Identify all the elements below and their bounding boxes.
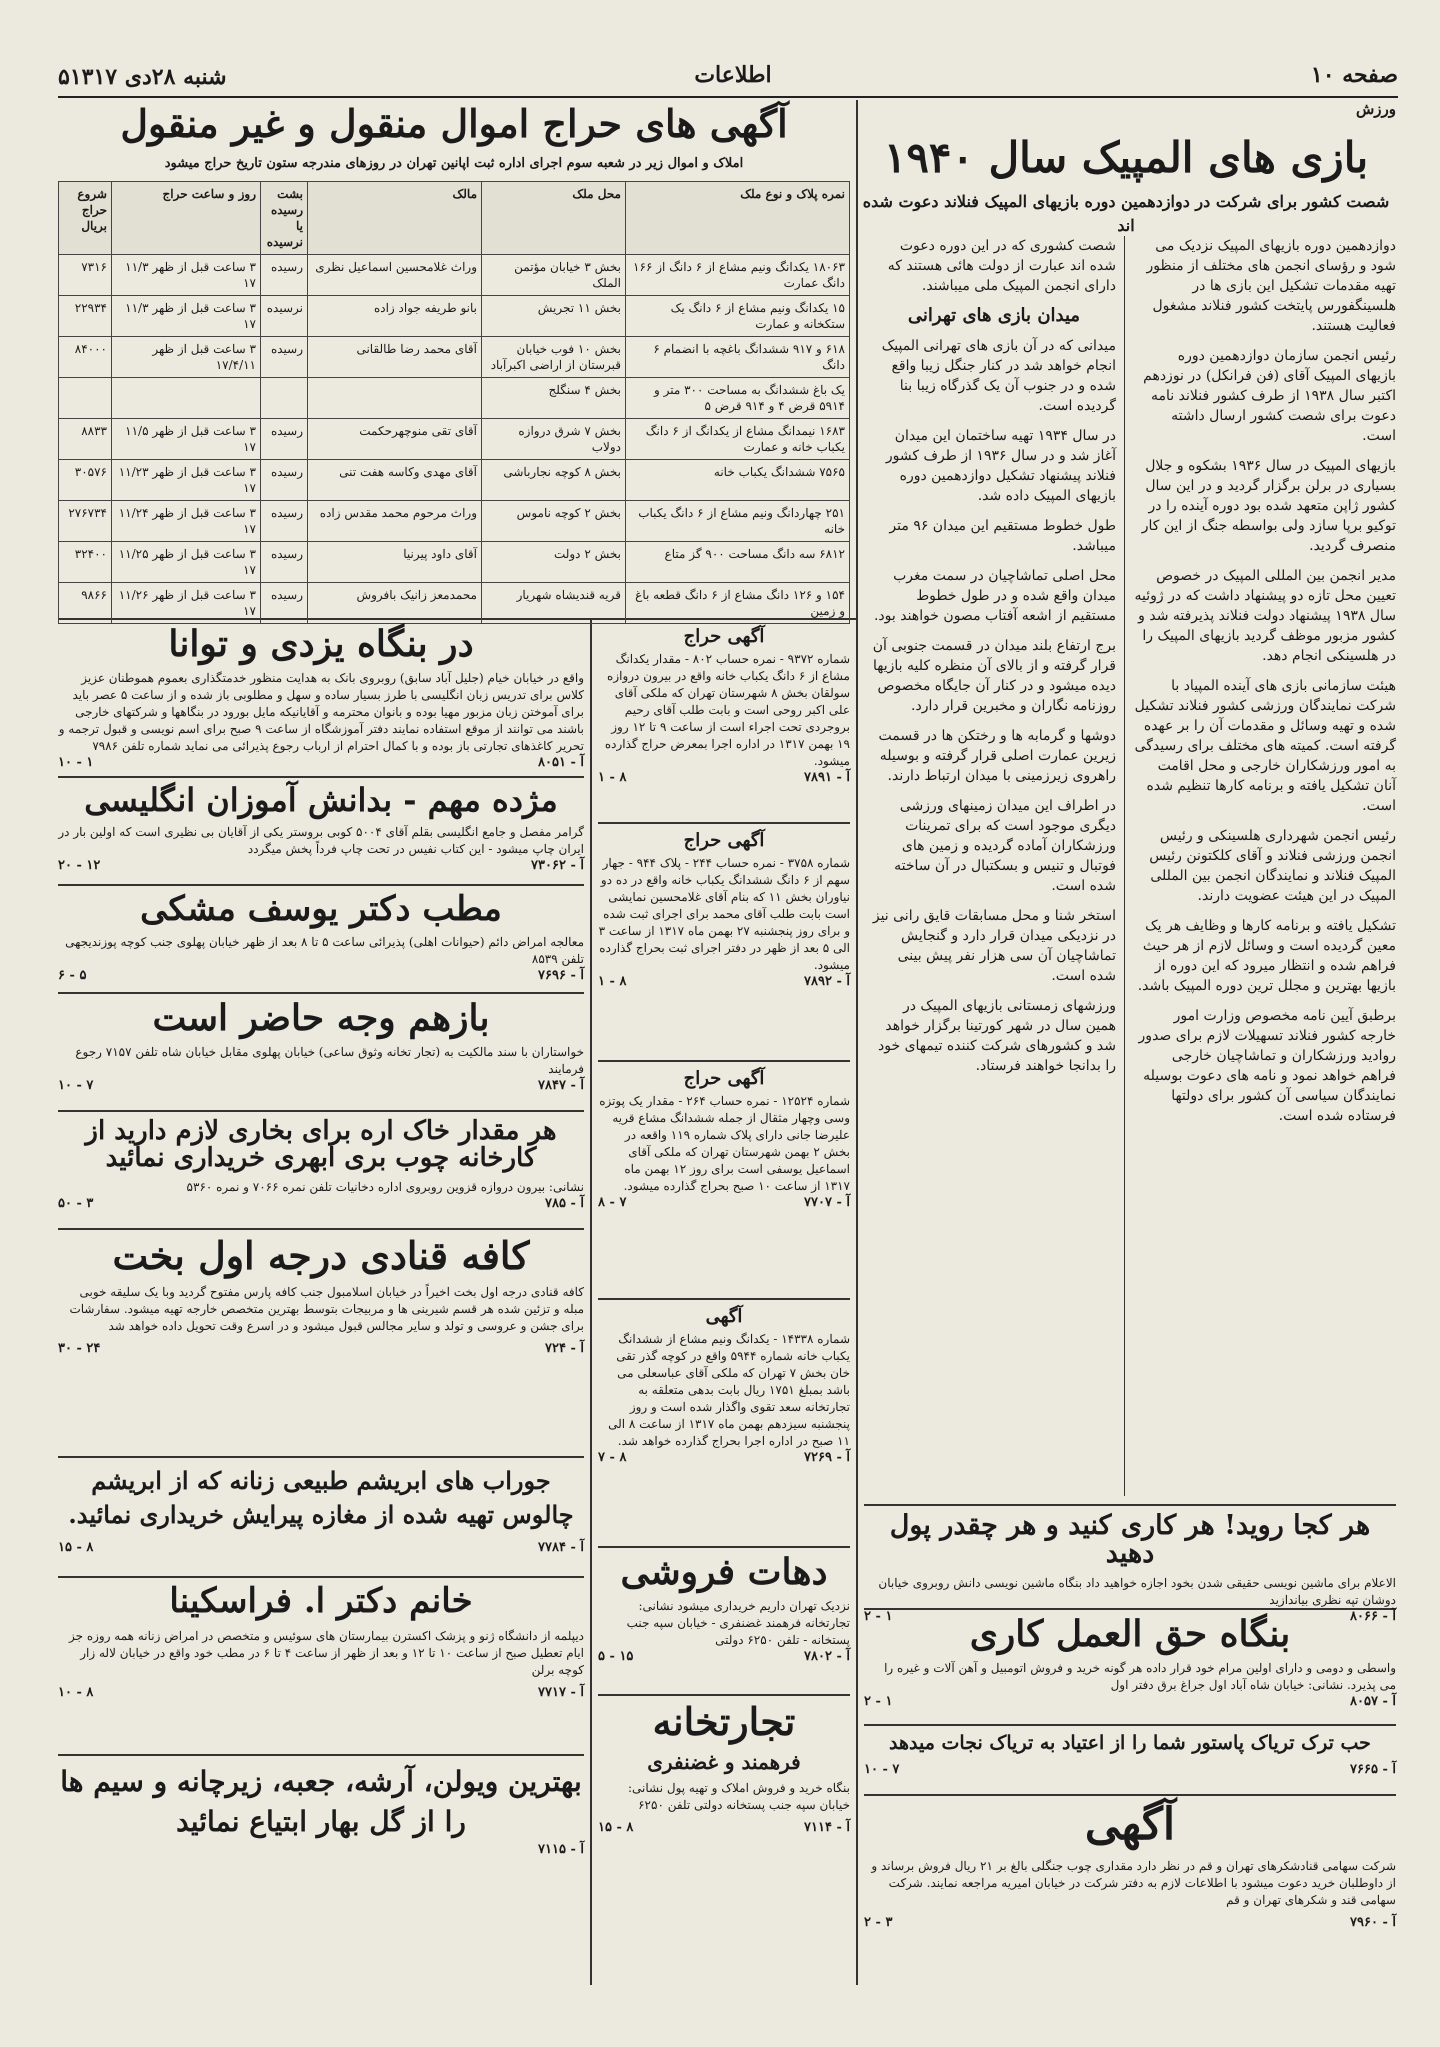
ad-code: آ - ۷۱۱۴ xyxy=(804,1819,850,1835)
column-rule xyxy=(856,100,858,1985)
ad-body: بنگاه خرید و فروش املاک و تهیه پول نشانی: خیابان سپه جنب پستخانه دولتی تلفن ۶۲۵۰ xyxy=(627,1780,850,1812)
table-cell: ۳ ساعت قبل از ظهر ۱۷/۴/۱۱ xyxy=(112,336,261,377)
ad-code: آ - ۷۹۶۰ xyxy=(1350,1915,1396,1931)
table-cell: ۲۷۶۷۳۴ xyxy=(59,500,112,541)
ad-body: کافه قنادی درجه اول بخت اخیراً در خیابان اسلامبول جنب کافه پارس مفتوح گردید وبا یک سلیقه خوبی مبله و تزئین شده هر قسم شیرینی ها و مربیجات بتوسط بهترین متخصص خارجه تهیه میشود. سفارشات برای جشن و عروسی و تولد و سایر مجالس قبول میشود و در اسرع وقت تحویل داده خواهد شد xyxy=(69,1284,584,1333)
ad-title: جوراب های ابریشم طبیعی زنانه که از ابریشم چالوس تهیه شده از مغازه پیرایش خریداری نمائید. xyxy=(68,1466,574,1529)
table-cell: نرسیده xyxy=(261,295,308,336)
ad-ref: ۸ - ۱۰ xyxy=(58,1684,94,1700)
ad-block xyxy=(58,623,584,778)
ad-body: خواستاران با سند مالکیت به (تجار تخانه وثوق ساعی) خیابان پهلوی مقابل خیابان شاه تلفن ۷۱۵۷ رجوع فرمایند xyxy=(75,1044,584,1076)
table-row xyxy=(59,377,850,418)
table-row xyxy=(59,254,850,295)
ad-title: بنگاه حق العمل کاری xyxy=(969,1613,1291,1655)
table-cell: ۹۸۶۶ xyxy=(59,582,112,623)
ad-code: آ - ۷۸۹۲ xyxy=(804,974,850,989)
table-cell: بخش ۸ کوچه نجارباشی xyxy=(482,459,626,500)
ad-body: نزدیک تهران داریم خریداری میشود نشانی: تجارتخانه فرهمند غضنفری - خیابان سپه جنب پستخانه - تلفن ۶۲۵۰ دولتی xyxy=(626,1598,850,1647)
ad-title: آگهی حراج xyxy=(683,1068,765,1089)
paragraph: دوازدهمین دوره بازیهای المپیک نزدیک می شود و رؤسای انجمن های مختلف از منظور تهیه مقدمات تشکیل این بازی ها در هلسینگفورس پایتخت کشور فنلاند مشغول فعالیت هستند. xyxy=(1146,238,1396,334)
table-cell: رسیده xyxy=(261,418,308,459)
ad-block xyxy=(58,1118,584,1230)
table-cell: ۳ ساعت قبل از ظهر ۱۱/۲۶ ۱۷ xyxy=(112,582,261,623)
ad-block xyxy=(58,781,584,886)
table-cell: ۳ ساعت قبل از ظهر ۱۱/۲۴ ۱۷ xyxy=(112,500,261,541)
table-cell: وراث مرحوم محمد مقدس زاده xyxy=(308,500,482,541)
ad-ref: ۷ - ۱۰ xyxy=(58,1077,94,1093)
ad-code: آ - ۷۸۵ xyxy=(544,1195,584,1211)
table-cell: رسیده xyxy=(261,254,308,295)
table-cell: بخش ۱۰ فوب خیابان قبرستان از اراضی اکبرآباد xyxy=(482,336,626,377)
table-cell: ۶۸۱۲ سه دانگ مساحت ۹۰۰ گز متاع xyxy=(626,541,850,582)
table-cell: وراث غلامحسین اسماعیل نظری xyxy=(308,254,482,295)
table-cell: بخش ۲ دولت xyxy=(482,541,626,582)
table-cell xyxy=(112,377,261,418)
ad-title: آگهی xyxy=(705,1306,743,1327)
ad-ref: ۱ - ۲ xyxy=(864,1608,893,1624)
table-cell: رسیده xyxy=(261,459,308,500)
ad-body: شرکت سهامی قنادشکرهای تهران و قم در نظر دارد مقداری چوب جنگلی بالغ بر ۲۱ ریال فروش برساند و از داوطلبان خرید دعوت میشود با اطلاعات لازم به دفتر شرکت در خیابان امیریه مراجعه نمایند. شرکت سهامی قند و شکرهای تهران و قم xyxy=(871,1859,1396,1908)
ad-ref: ۷ - ۱۰ xyxy=(864,1762,900,1777)
column-header: بشت رسیده یا نرسیده xyxy=(261,181,308,254)
ad-title: آگهی xyxy=(1084,1799,1176,1850)
ads-middle-column xyxy=(598,626,850,1922)
ad-title: هر کجا روید! هر کاری کنید و هر چقدر پول دهید xyxy=(889,1510,1371,1570)
table-row xyxy=(59,541,850,582)
table-cell: بخش ۳ خیابان مؤتمن الملک xyxy=(482,254,626,295)
table-cell: ۱۶۸۳ نیمدانگ مشاع از یکدانگ از ۶ دانگ یکباب خانه و عمارت xyxy=(626,418,850,459)
auction-title: آگهی های حراج اموال منقول و غیر منقول xyxy=(120,101,788,146)
table-cell: ۳ ساعت قبل از ظهر ۱۱/۳ ۱۷ xyxy=(112,295,261,336)
table-cell: قریه قندیشاه شهریار xyxy=(482,582,626,623)
masthead-date: ۵شنبه ۲۸دی ۱۳۱۷ xyxy=(58,64,227,90)
ad-title: کافه قنادی درجه اول بخت xyxy=(112,1233,530,1278)
ad-code: آ - ۷۷۰۷ xyxy=(804,1195,850,1210)
paragraph: برج ارتفاع بلند میدان در قسمت جنوبی آن قرار گرفته و از بالای آن منظره کلیه بازیها دیده میشود و در کنار آن جایگاه مخصوص روزنامه نگاران و مخبرین قرار دارد. xyxy=(872,638,1116,714)
ad-body: الاعلام برای ماشین نویسی حقیقی شدن بخود اجازه خواهید داد بنگاه ماشین نویسی دانش روبروی خیابان دوشان تپه نظری بیاندازید xyxy=(878,1575,1396,1607)
ad-code: آ - ۸۰۵۱ xyxy=(538,754,584,770)
column-header: مالک xyxy=(308,181,482,254)
table-row xyxy=(59,459,850,500)
table-row xyxy=(59,500,850,541)
ad-code: آ - ۷۳۰۶۲ xyxy=(531,857,584,873)
table-cell: آقای تقی منوچهرحکمت xyxy=(308,418,482,459)
table-cell: ۲۲۹۳۴ xyxy=(59,295,112,336)
ad-title: بازهم وجه حاضر است xyxy=(152,997,490,1039)
ad-code: آ - ۷۸۴۷ xyxy=(538,1077,584,1093)
table-cell: بخش ۴ سنگلج xyxy=(482,377,626,418)
ad-ref: ۵ - ۶ xyxy=(58,967,87,983)
table-cell: آقای داود پیرنیا xyxy=(308,541,482,582)
table-row xyxy=(59,418,850,459)
ads-left-column xyxy=(58,623,584,1872)
auction-intro: املاک و اموال زیر در شعبه سوم اجرای اداره ثبت اپانین تهران در روزهای مندرجه ستون تاریخ حراج میشود xyxy=(164,155,744,171)
section-label: ورزش xyxy=(1355,100,1396,118)
sports-column-2 xyxy=(872,236,1116,1496)
table-cell: رسیده xyxy=(261,336,308,377)
table-cell: ۳۲۴۰۰ xyxy=(59,541,112,582)
table-cell xyxy=(308,377,482,418)
ad-title: آگهی حراج xyxy=(683,830,765,851)
ad-body: گرامر مفصل و جامع انگلیسی بقلم آقای ۵۰۰۴ کوبی بروستر یکی از آقایان بی نظیری است که اولین بار در ایران چاپ میشود - این کتاب نفیس در تحت چاپ فرداً پخش میگردد xyxy=(58,824,584,856)
table-row xyxy=(59,295,850,336)
ad-title: مژده مهم - بدانش آموزان انگلیسی xyxy=(84,781,558,819)
ad-ref: ۱ - ۱۰ xyxy=(58,754,94,770)
ad-ref: ۲۴ - ۳۰ xyxy=(58,1340,101,1356)
ad-body: شماره ۳۷۵۸ - نمره حساب ۲۴۴ - پلاک ۹۴۴ - جهار سهم از ۶ دانگ ششدانگ یکباب خانه واقع در ده دو نیاوران بخش ۱۱ که بنام آقای غلامحسین نمایشی است بابت طلب آقای محمد برای اجرای ثبت شده و برای روز پنجشنبه ۲۷ بهمن ماه ۱۳۱۷ از ساعت ۳ الی ۵ بعد از ظهر در دفتر اجرای ثبت بحراج گذارده میشود. xyxy=(598,856,850,972)
paragraph: میدانی که در آن بازی های تهرانی المپیک انجام خواهد شد در کنار جنگل زیبا واقع شده و در جنوب آن یک گذرگاه زیبا بنا گردیده است. xyxy=(881,338,1116,414)
ad-block xyxy=(598,1551,850,1696)
table-cell: رسیده xyxy=(261,541,308,582)
paragraph: ورزشهای زمستانی بازیهای المپیک در همین سال در شهر کورتینا برگزار خواهد شد و کشورهای شرکت کننده تیمهای خود را بدانجا خواهند فرستاد. xyxy=(878,998,1116,1074)
ad-ref: ۸ - ۱۵ xyxy=(598,1819,634,1835)
auction-table xyxy=(58,181,850,624)
ad-code: آ - ۸۰۵۷ xyxy=(1350,1693,1396,1709)
paragraph: در اطراف این میدان زمینهای ورزشی دیگری موجود است که برای تمرینات ورزشکاران آماده گردیده و زمین های فوتبال و تنیس و بسکتبال در آن ساخته شده است. xyxy=(894,798,1116,894)
ad-block xyxy=(598,1068,850,1300)
paragraph: استخر شنا و محل مسابقات قایق رانی نیز در نزدیکی میدان قرار دارد و گنجایش تماشاچیان آن سی هزار نفر پیش بینی شده است. xyxy=(872,908,1116,984)
ad-body: نشانی: بیرون دروازه قزوین روبروی اداره دخانیات تلفن نمره ۷۰۶۶ و نمره ۵۳۶۰ xyxy=(186,1179,584,1194)
ad-title: دهات فروشی xyxy=(620,1551,828,1593)
ad-body: شماره ۹۳۷۲ - نمره حساب ۸۰۲ - مقدار یکدانگ مشاع از ۶ دانگ یکباب خانه واقع در بیرون دروازه سولقان بخش ۸ شهرستان تهران که ملکی آقای علی اکبر روحی است و بابت طلب آقای رحیم بروجردی تحت اجراء است از ساعت ۹ تا ۱۲ روز ۱۹ بهمن ۱۳۱۷ در اداره اجرا بمعرض حراج گذارده میشود. xyxy=(604,652,850,768)
ad-block xyxy=(58,1464,584,1578)
ad-ref: ۸ - ۱ xyxy=(598,770,627,785)
ad-code: آ - ۷۱۱۵ xyxy=(538,1842,584,1857)
ad-body: واقع در خیابان خیام (جلیل آباد سابق) روبروی بانک به هدایت منظور خدمتگذاری بعموم هموطنان عزیز کلاس برای تدریس زبان انگلیسی با طرز بسیار ساده و سهل و مطلوبی باز شده و از ساعت ۵ عصر باید برای آموختن زبان مزبور مهیا بوده و بانوان محترمه و آقایانیکه مایل بورود در بنگاهها و شرکتهای خارجی باشند می توانند از موقع استفاده نمایند دفتر آموزشگاه از ساعت ۹ صبح برای اسم نویسی و قبول ترجمه و تحریر کاغذهای تجارتی باز بوده و با کمال احترام از ارباب رجوع پذیرائی می نماید شماره تلفن ۷۹۸۶ xyxy=(58,670,584,753)
ad-title: بهترین ویولن، آرشه، جعبه، زیرچانه و سیم ها را از گل بهار ابتیاع نمائید xyxy=(60,1765,582,1838)
table-cell: ۳ ساعت قبل از ظهر ۱۱/۲۳ ۱۷ xyxy=(112,459,261,500)
ad-block xyxy=(864,1610,1396,1726)
ad-ref: ۱ - ۲ xyxy=(864,1693,893,1709)
article-subtitle: شصت کشور برای شرکت در دوازدهمین دوره بازیهای المپیک فنلاند دعوت شده اند xyxy=(862,192,1390,236)
ad-code: آ - ۷۲۴ xyxy=(544,1340,584,1356)
ad-title: تجارتخانه xyxy=(652,1699,796,1744)
ad-ref: ۸ - ۱۵ xyxy=(58,1540,94,1555)
subheading: میدان بازی های تهرانی xyxy=(907,305,1081,326)
table-cell: ۲۵۱ چهاردانگ ونیم مشاع از ۶ دانگ یکباب خانه xyxy=(626,500,850,541)
table-cell: آقای محمد رضا طالقانی xyxy=(308,336,482,377)
ads-right-column xyxy=(864,1504,1396,1992)
table-cell: بخش ۲ کوچه ناموس xyxy=(482,500,626,541)
column-rule xyxy=(590,620,592,1985)
table-cell: ۱۵۴ و ۱۲۶ دانگ مشاع از ۶ دانگ قطعه باغ و زمین xyxy=(626,582,850,623)
ad-block xyxy=(58,1762,584,1872)
column-rule xyxy=(1124,236,1125,1496)
ad-ref: ۷ - ۸ xyxy=(598,1195,627,1210)
ad-block xyxy=(598,830,850,1062)
paragraph: مدیر انجمن بین المللی المپیک در خصوص تعیین محل تازه دو پیشنهاد داشت که در ژوئیه سال ۱۹۳۸ پیشنهاد دولت فنلاند پذیرفته شد و کشور مزبور موظف گردید بازیهای المپیک را در هلسینکی انجام دهد. xyxy=(1134,568,1396,664)
paragraph: محل اصلی تماشاچیان در سمت مغرب میدان واقع شده و در طول خطوط مستقیم از اشعه آفتاب مصون خواهند بود. xyxy=(873,568,1116,624)
ad-block xyxy=(58,1233,584,1458)
ad-body: معالجه امراض دائم (حیوانات اهلی) پذیرائی ساعت ۵ تا ۸ بعد از ظهر خیابان پهلوی جنب کوچه پوزندیجهی تلفن ۸۵۳۹ xyxy=(65,934,584,966)
ad-block xyxy=(58,1581,584,1756)
ad-ref: ۳ - ۲ xyxy=(864,1915,893,1931)
table-cell: ۶۱۸ و ۹۱۷ ششدانگ باغچه با انضمام ۶ دانگ xyxy=(626,336,850,377)
table-cell: محمدمعز زانیک بافروش xyxy=(308,582,482,623)
column-header: روز و ساعت حراج xyxy=(112,181,261,254)
ad-title: آگهی حراج xyxy=(683,626,765,647)
table-row xyxy=(59,336,850,377)
ad-title: هر مقدار خاک اره برای بخاری لازم دارید از کارخانه چوب بری ابهری خریداری نمائید xyxy=(85,1116,557,1174)
ad-ref: ۱۲ - ۲۰ xyxy=(58,857,101,873)
table-cell xyxy=(261,377,308,418)
table-cell: ۳ ساعت قبل از ظهر ۱۱/۲۵ ۱۷ xyxy=(112,541,261,582)
table-row xyxy=(59,582,850,623)
table-cell: ۷۳۱۶ xyxy=(59,254,112,295)
ad-code: آ - ۸۰۶۶ xyxy=(1350,1608,1396,1624)
table-cell: بانو طریفه جواد زاده xyxy=(308,295,482,336)
ad-block xyxy=(864,1506,1396,1624)
ad-title: حب ترک تریاک پاستور شما را از اعتیاد به تریاک نجات میدهد xyxy=(889,1732,1371,1754)
paragraph: تشکیل یافته و برنامه کارها و وظایف هر یک معین گردیده است و وسائل لازم از هر حیث فراهم شده و انتظار میرود که این دوره از بازیها بهترین و مجلل ترین دوره المپیک باشد. xyxy=(1137,918,1396,994)
ad-body: شماره ۱۲۵۲۴ - نمره حساب ۲۶۴ - مقدار یک پوتزه وسی وچهار مثقال از جمله ششدانگ مشاع قریه علیرضا جانی دارای پلاک شماره ۱۱۹ واقعه در بخش ۲ بهمن شهرستان تهران که ملکی آقای اسماعیل یوسفی است برای روز ۱۲ بهمن ماه ۱۳۱۷ از ساعت ۱۰ صبح بحراج گذارده میشود. xyxy=(599,1094,850,1193)
auction-notice xyxy=(58,101,850,624)
ad-code: آ - ۷۷۱۷ xyxy=(538,1684,584,1700)
paragraph: در سال ۱۹۳۴ تهیه ساختمان این میدان آغاز شد و در سال ۱۹۳۶ از طرف کشور فنلاند پیشنهاد تشکیل دوازدهمین دوره بازیهای المپیک داده شد. xyxy=(885,428,1116,504)
ad-code: آ - ۷۲۶۹ xyxy=(804,1450,850,1465)
paragraph: طول خطوط مستقیم این میدان ۹۶ متر میباشد. xyxy=(889,518,1116,554)
table-cell: رسیده xyxy=(261,582,308,623)
table-cell: بخش ۷ شرق دروازه دولاب xyxy=(482,418,626,459)
sports-article xyxy=(856,100,1396,238)
table-cell: ۳ ساعت قبل از ظهر ۱۱/۳ ۱۷ xyxy=(112,254,261,295)
column-header: محل ملک xyxy=(482,181,626,254)
table-cell: آقای مهدی وکاسه هفت تنی xyxy=(308,459,482,500)
ad-block xyxy=(598,626,850,824)
masthead xyxy=(58,56,1398,98)
ad-block xyxy=(598,1306,850,1548)
table-cell: ۳ ساعت قبل از ظهر ۱۱/۵ ۱۷ xyxy=(112,418,261,459)
table-cell: ۷۵۶۵ ششدانگ یکباب خانه xyxy=(626,459,850,500)
table-cell: ۱۵ یکدانگ ونیم مشاع از ۶ دانگ یک ستکخانه و عمارت xyxy=(626,295,850,336)
ad-ref: ۸ - ۷ xyxy=(598,1450,627,1465)
ad-code: آ - ۷۸۰۲ xyxy=(804,1648,850,1664)
table-cell: ۳۰۵۷۶ xyxy=(59,459,112,500)
ad-subtitle: فرهمند و غضنفری xyxy=(647,1749,801,1774)
ad-block xyxy=(598,1699,850,1922)
table-cell: رسیده xyxy=(261,500,308,541)
ad-block xyxy=(864,1726,1396,1796)
ad-ref: ۳ - ۵۰ xyxy=(58,1195,94,1211)
table-cell: ۱۸۰۶۳ یکدانگ ونیم مشاع از ۶ دانگ از ۱۶۶ دانگ عمارت xyxy=(626,254,850,295)
ad-code: آ - ۷۶۶۵ xyxy=(1350,1762,1396,1777)
paragraph: بازیهای المپیک در سال ۱۹۳۶ بشکوه و جلال بسیاری در برلن برگزار گردید و در این سال کشور ژاپن متعهد شده بود دوره آینده را در توکیو برپا سازد ولی بواسطه جنگ از این کار منصرف گردید. xyxy=(1141,458,1396,554)
table-cell: یک باغ ششدانگ به مساحت ۳۰۰ متر و ۵۹۱۴ قرض ۴ و ۹۱۴ قرض ۵ xyxy=(626,377,850,418)
ad-title: خانم دکتر ا. فراسکینا xyxy=(169,1581,473,1621)
ad-block xyxy=(58,889,584,994)
masthead-page-number: صفحه ۱۰ xyxy=(1310,62,1398,88)
ad-code: آ - ۷۸۹۱ xyxy=(804,770,850,785)
column-header: نمره پلاک و نوع ملک xyxy=(626,181,850,254)
table-cell: ۸۴۰۰۰ xyxy=(59,336,112,377)
paragraph: برطبق آیین نامه مخصوص وزارت امور خارجه کشور فنلاند تسهیلات لازم برای صدور روادید ورزشکاران و تماشاچیان خارجی فراهم خواهد نمود و نامه های دعوت بوسیله نمایندگان سیاسی آن کشور برای دولتها فرستاده شده است. xyxy=(1138,1008,1396,1124)
article-headline: بازی های المپیک سال ۱۹۴۰ xyxy=(883,133,1369,182)
table-cell: بخش ۱۱ تجریش xyxy=(482,295,626,336)
paragraph: رئیس انجمن سازمان دوازدهمین دوره بازیهای المپیک آقای (فن فرانکل) در نوزدهم اکتبر سال ۱۹۳۸ از طرف کشور فنلاند نامه دعوت برای شصت کشور ارسال داشته است. xyxy=(1143,348,1396,444)
paragraph: رئیس انجمن شهرداری هلسینکی و رئیس انجمن ورزشی فنلاند و آقای کلکتونن رئیس المپیک فنلاند و نمایندگان انجمن بین المللی المپیک در این هیئت عضویت دارند. xyxy=(1149,828,1396,904)
paragraph: هیئت سازمانی بازی های آینده المپیاد با شرکت نمایندگان ورزشی کشور فنلاند تشکیل شده و تهیه وسائل و مقدمات آن را بر عهده گرفته است. کمیته های مختلف برای رسیدگی به امور ورزشکاران خارجی و محل اقامت آنان تشکیل یافته و برنامه کارها تنظیم شده است. xyxy=(1134,678,1396,814)
ad-title: مطب دکتر یوسف مشکی xyxy=(140,889,502,929)
table-cell xyxy=(59,377,112,418)
paragraph: دوشها و گرمابه ها و رختکن ها در قسمت زیرین عمارت اصلی قرار گرفته و بوسیله راهروی زیرزمینی با میدان ارتباط دارند. xyxy=(878,728,1116,784)
table-header-row xyxy=(59,181,850,254)
ad-ref: ۱۵ - ۵ xyxy=(598,1648,634,1664)
ad-block xyxy=(58,997,584,1112)
masthead-paper-name: اطلاعات xyxy=(694,62,772,88)
sports-column-1 xyxy=(1134,236,1396,1496)
ad-body: دیپلمه از دانشگاه ژنو و پزشک اکسترن بیمارستان های سوئیس و متخصص در امراض زنانه همه روزه جز ایام تعطیل صبح از ساعت ۱۰ تا ۱۲ و بعد از ظهر از ساعت ۴ تا ۶ در مطب خود واقع در خیابان لاله زار کوچه برلن xyxy=(68,1628,584,1677)
paragraph: شصت کشوری که در این دوره دعوت شده اند عبارت از دولت هائی هستند که دارای انجمن المپیک ملی میباشند. xyxy=(887,238,1116,294)
ad-block xyxy=(864,1796,1396,1992)
ad-body: شماره ۱۴۳۳۸ - یکدانگ ونیم مشاع از ششدانگ یکباب خانه شماره ۵۹۴۴ واقع در کوچه گذر تقی خان بخش ۷ تهران که ملکی آقای عباسعلی می باشد بمبلغ ۱۷۵۱ ریال بابت بدهی متعلقه به تجارتخانه سعد تقوی واگذار شده است و روز پنجشنبه سیزدهم بهمن ماه ۱۳۱۷ از ساعت ۸ الی ۱۱ صبح در اداره اجرا بحراج گذارده خواهد شد. xyxy=(608,1332,850,1448)
ad-body: واسطی و دومی و دارای اولین مرام خود قرار داده هر گونه خرید و فروش اتومبیل و آهن آلات و غیره را می پذیرد. نشانی: خیابان شاه آباد اول جراغ برق دفتر اول xyxy=(884,1660,1396,1692)
ad-ref: ۸ - ۱ xyxy=(598,974,627,989)
ad-code: آ - ۷۷۸۴ xyxy=(538,1540,584,1555)
ad-code: آ - ۷۶۹۶ xyxy=(538,967,584,983)
ad-title: در بنگاه یزدی و توانا xyxy=(168,623,474,665)
column-header: شروع حراج بریال xyxy=(59,181,112,254)
table-cell: ۸۸۳۳ xyxy=(59,418,112,459)
